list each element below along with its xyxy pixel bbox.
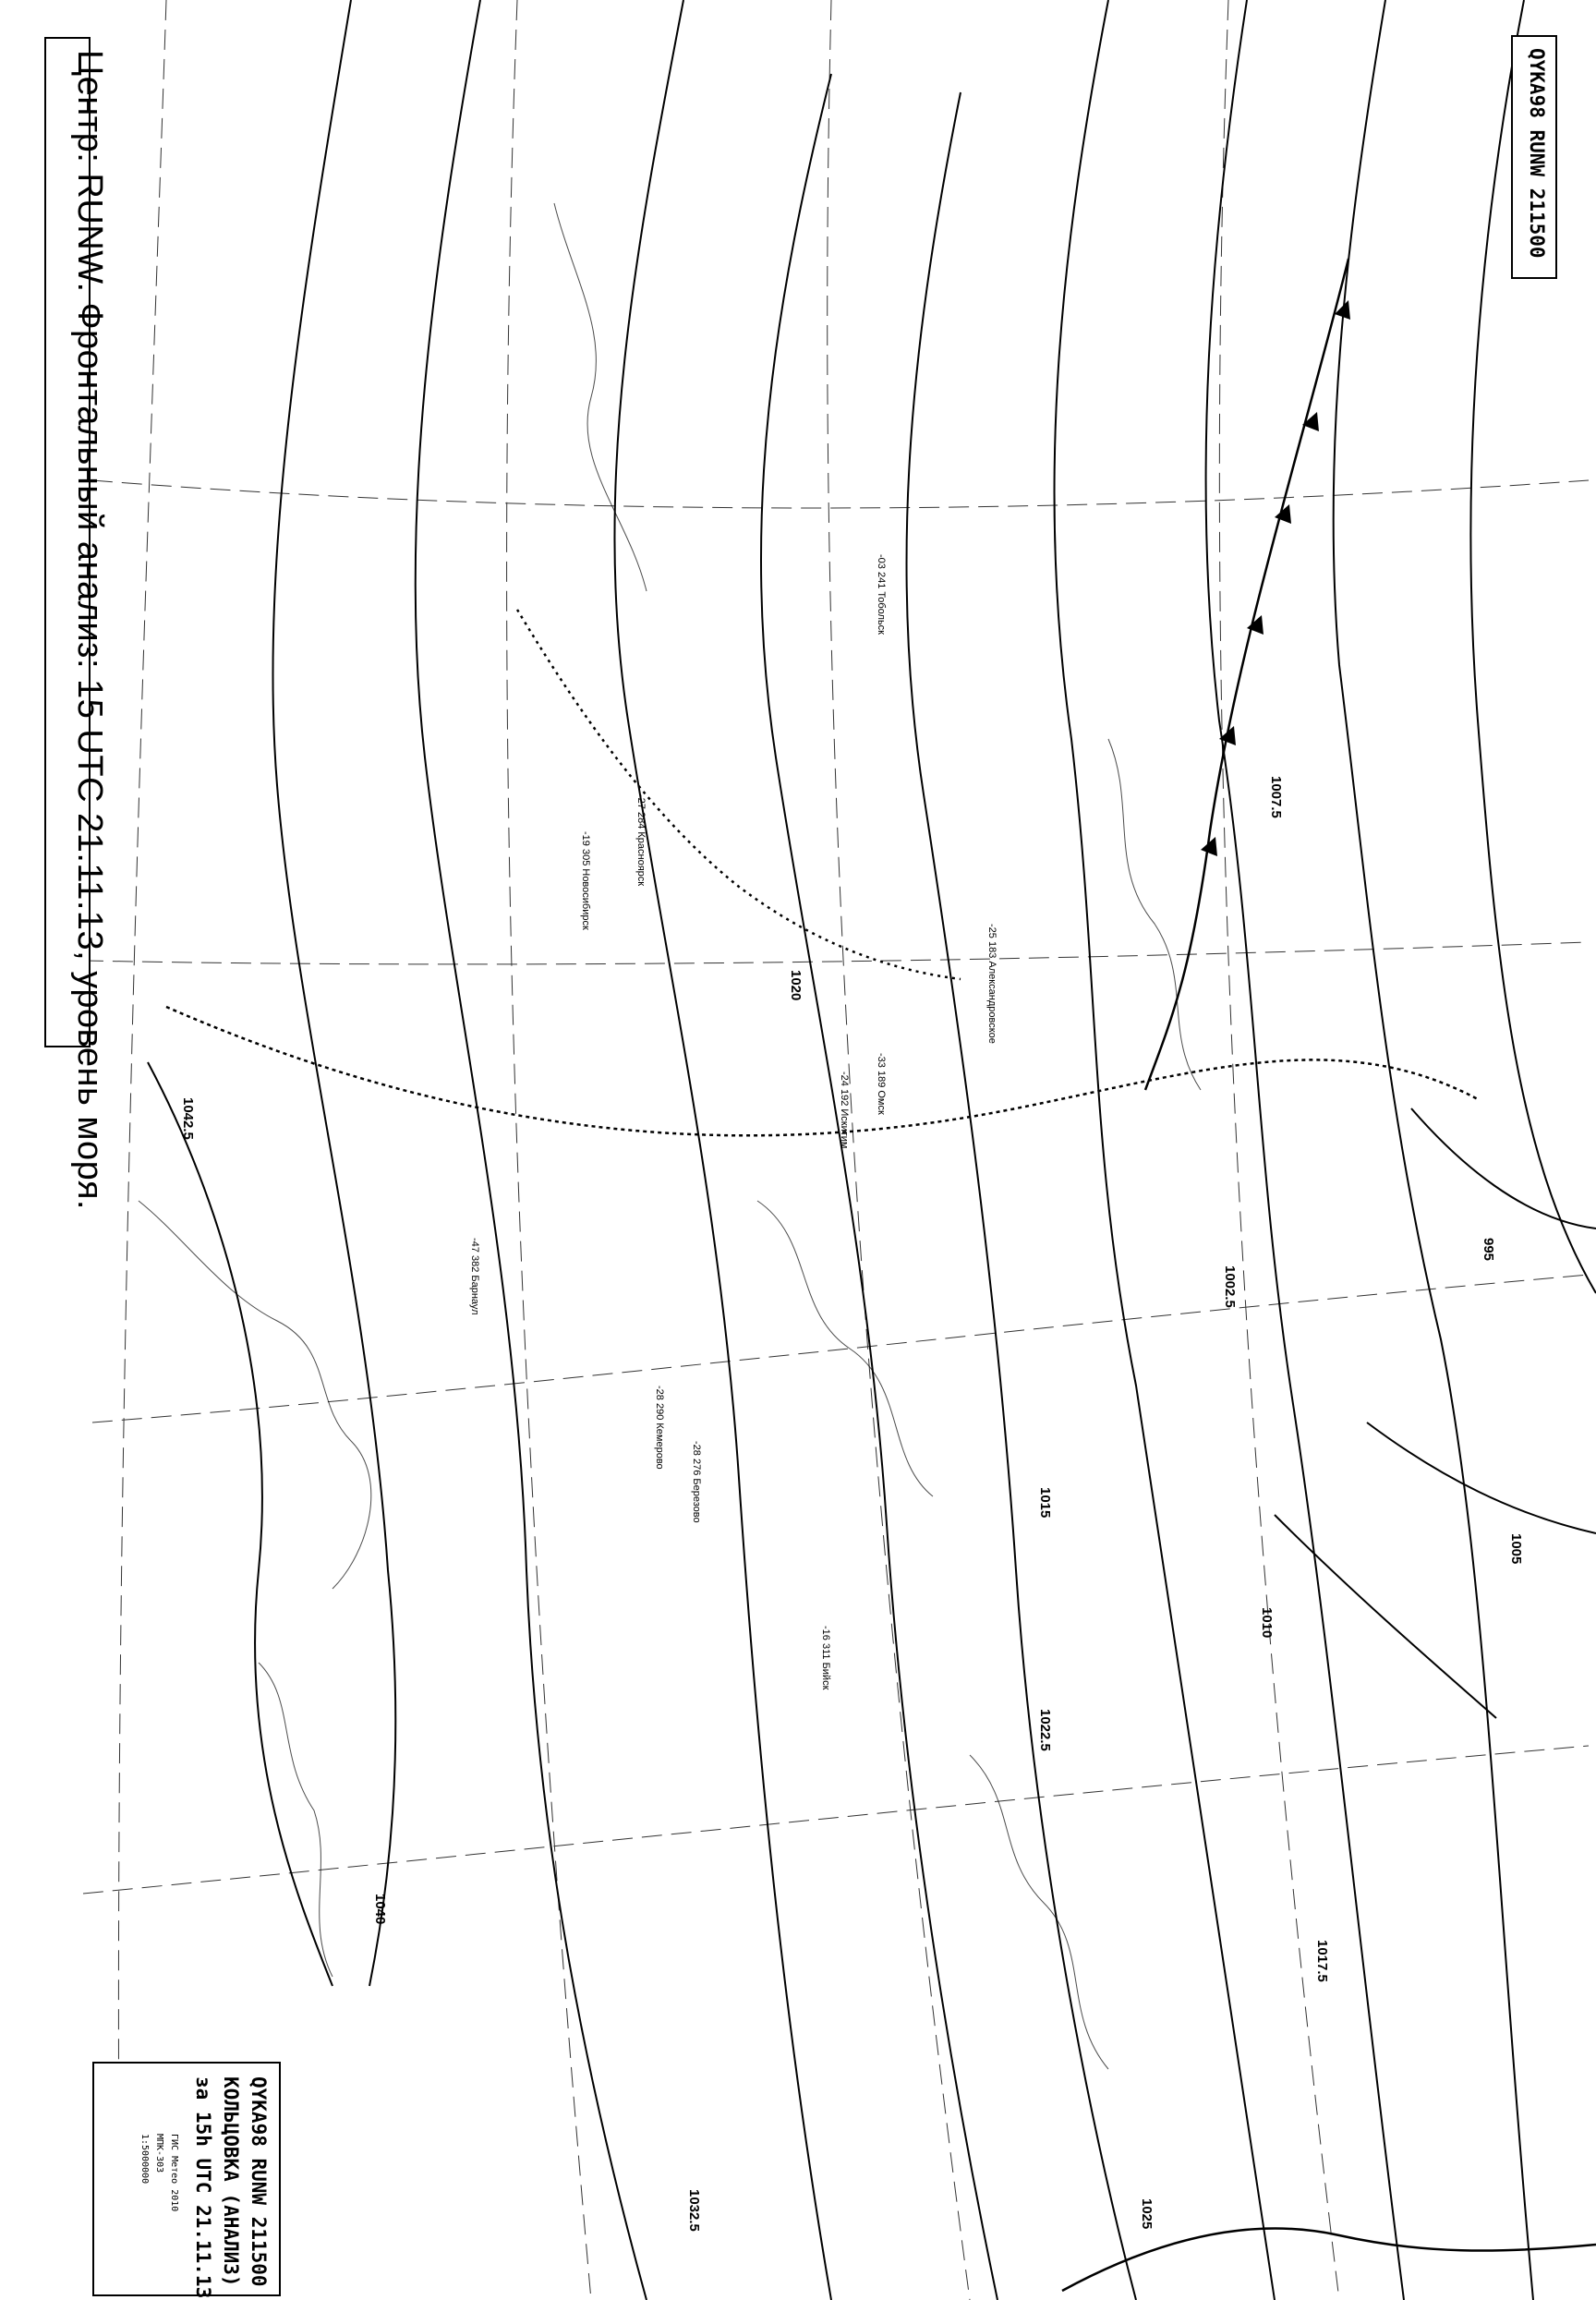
stamp-line: 1:5000000	[139, 2134, 150, 2185]
isobar-label: 1022.5	[1037, 1709, 1053, 1751]
isobar-label: 1032.5	[686, 2189, 702, 2232]
isobar-label: 1015	[1037, 1487, 1053, 1519]
station-plot: -47 382 Барнаул	[469, 1238, 480, 1315]
isobar-label: 995	[1481, 1238, 1496, 1262]
station-plot: -03 241 Тобольск	[876, 554, 887, 635]
station-plot: -19 305 Новосибирск	[580, 831, 591, 930]
coastlines	[139, 203, 1201, 2069]
chart-code: QYKA98 RUNW 211500	[1526, 48, 1548, 259]
stamp-line: МПК-303	[154, 2134, 164, 2173]
isobar-label: 1017.5	[1314, 1940, 1330, 1982]
isobar-label: 1010	[1259, 1607, 1275, 1639]
stamp-line: ГИС Метео 2010	[169, 2134, 179, 2212]
stamp-line: QYKA98 RUNW 211500	[248, 2076, 270, 2287]
station-plot: -28 290 Кемерово	[654, 1386, 665, 1470]
isobar-label: 1040	[372, 1894, 388, 1925]
station-plot: -27 284 Красноярск	[635, 794, 647, 887]
isobar-label: 1025	[1139, 2198, 1155, 2230]
isobar-label: 1007.5	[1268, 776, 1284, 818]
isobar-label: 1020	[788, 970, 804, 1001]
station-plot: -28 276 Березово	[691, 1441, 702, 1523]
station-plot: -24 192 Искитим	[839, 1071, 850, 1149]
stamp-line: КОЛЬЦОВКА (АНАЛИЗ)	[220, 2076, 242, 2287]
station-plot: -25 183 Александровское	[986, 924, 998, 1044]
station-plot: -33 189 Омск	[876, 1053, 887, 1115]
stamp-line: за 15h UTC 21.11.13	[192, 2076, 214, 2299]
station-plot: -16 311 Бийск	[820, 1626, 831, 1690]
isobar-label: 1042.5	[180, 1097, 196, 1140]
isobar-label: 1002.5	[1222, 1265, 1238, 1308]
isobar-label: 1005	[1508, 1533, 1524, 1565]
isobars	[148, 0, 1596, 2300]
chart-title: Центр: RUNW. Фронтальный анализ: 15 UTC 21.11.13, уровень моря.	[70, 50, 109, 1210]
